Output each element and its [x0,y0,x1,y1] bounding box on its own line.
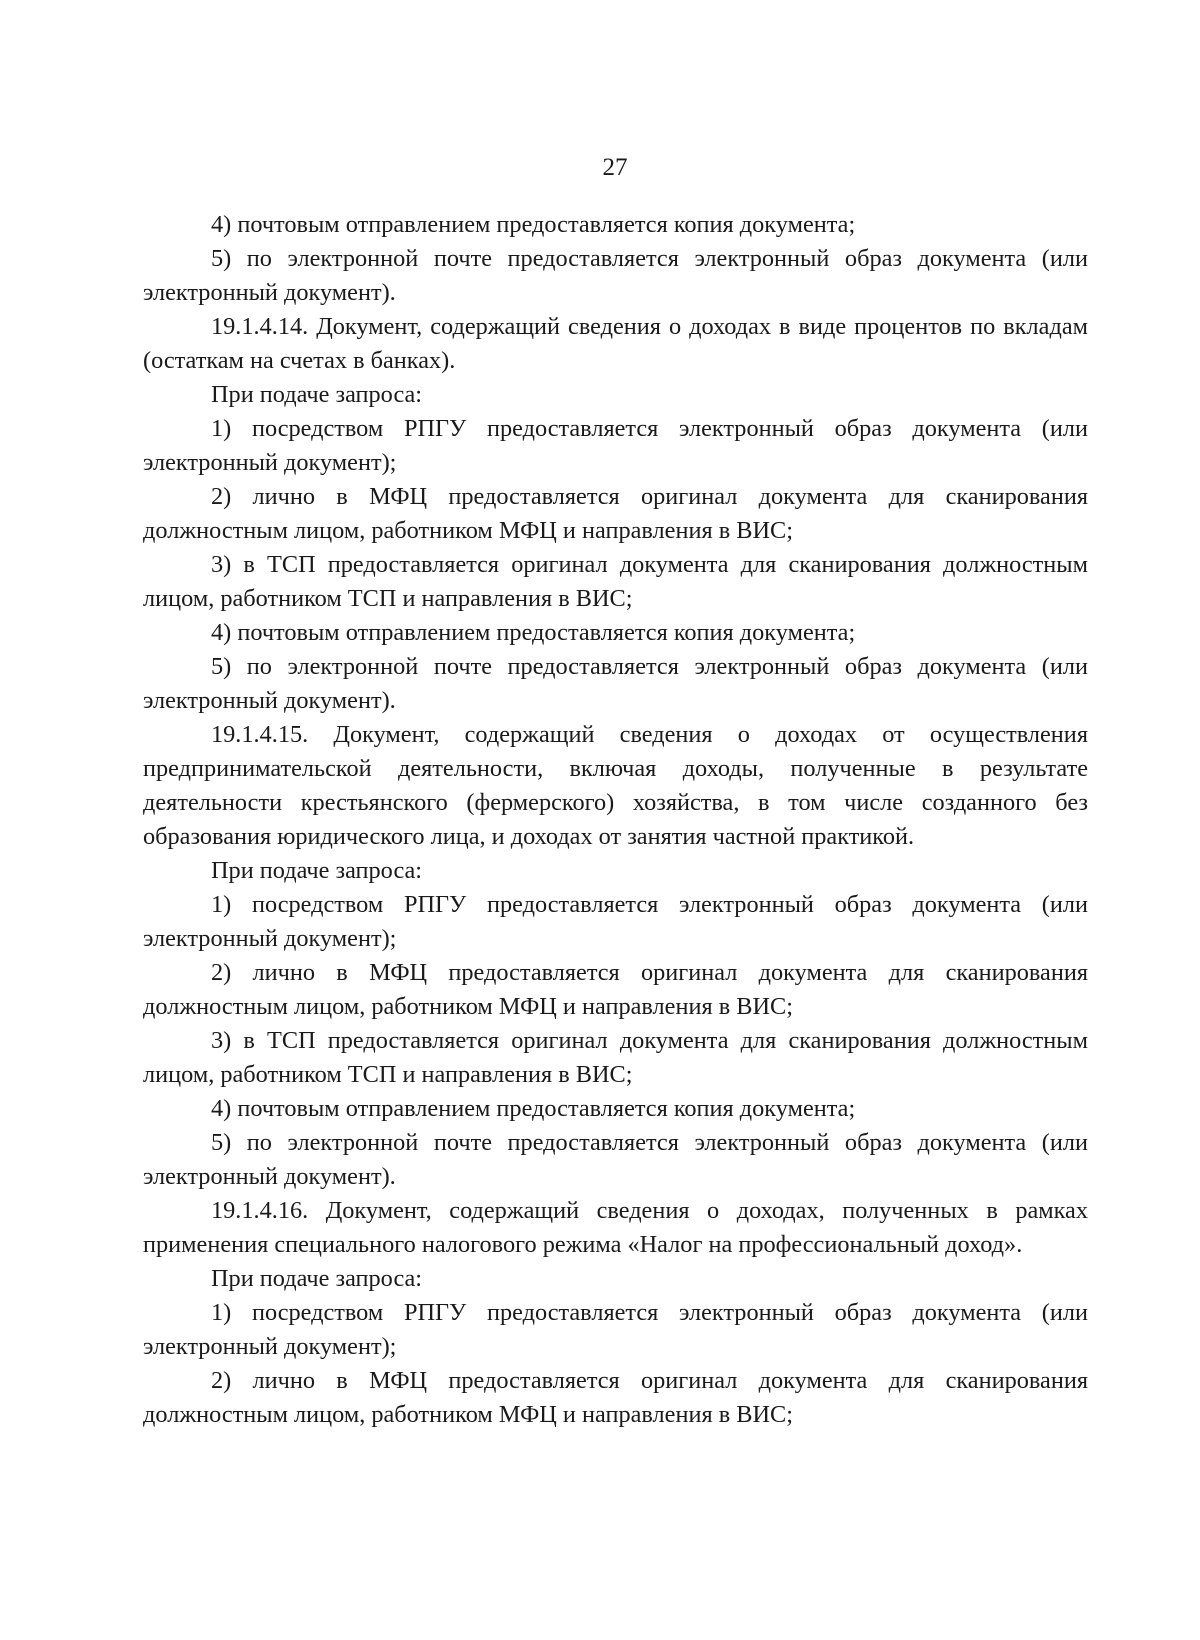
paragraph: При подаче запроса: [211,1265,423,1292]
paragraph: 1) посредством РПГУ предоставляется электронный образ документа (или электронный документ); [143,891,1088,952]
paragraph: 5) по электронной почте предоставляется электронный образ документа (или электронный документ). [143,245,1088,306]
section-paragraph: 19.1.4.16. Документ, содержащий сведения о доходах, полученных в рамках применения специального налогового режима «Налог на профессиональный доход». [143,1197,1088,1258]
page-number: 27 [602,154,628,181]
section-paragraph: 19.1.4.14. Документ, содержащий сведения о доходах в виде процентов по вкладам (остаткам на счетах в банках). [143,313,1088,374]
document-body [143,208,1088,1432]
paragraph: 3) в ТСП предоставляется оригинал документа для сканирования должностным лицом, работником ТСП и направления в ВИС; [143,1027,1088,1088]
paragraph: 2) лично в МФЦ предоставляется оригинал документа для сканирования должностным лицом, работником МФЦ и направления в ВИС; [143,959,1088,1020]
paragraph: 5) по электронной почте предоставляется электронный образ документа (или электронный документ). [143,653,1088,714]
paragraph: 5) по электронной почте предоставляется электронный образ документа (или электронный документ). [143,1129,1088,1190]
paragraph: 3) в ТСП предоставляется оригинал документа для сканирования должностным лицом, работником ТСП и направления в ВИС; [143,551,1088,612]
paragraph: 4) почтовым отправлением предоставляется копия документа; [211,211,856,238]
paragraph: При подаче запроса: [211,381,423,408]
section-paragraph: 19.1.4.15. Документ, содержащий сведения о доходах от осуществления предпринимательской деятельности, включая доходы, полученные в результате деятельности крестьянского (фермерского) хозяйства, в том числе созданного без образования юридического лица, и доходах от занятия частной практикой. [143,721,1088,850]
paragraph: 2) лично в МФЦ предоставляется оригинал документа для сканирования должностным лицом, работником МФЦ и направления в ВИС; [143,1367,1088,1428]
paragraph: 1) посредством РПГУ предоставляется электронный образ документа (или электронный документ); [143,1299,1088,1360]
paragraph: 4) почтовым отправлением предоставляется копия документа; [211,619,856,646]
paragraph: 4) почтовым отправлением предоставляется копия документа; [211,1095,856,1122]
paragraph: 2) лично в МФЦ предоставляется оригинал документа для сканирования должностным лицом, работником МФЦ и направления в ВИС; [143,483,1088,544]
paragraph: При подаче запроса: [211,857,423,884]
paragraph: 1) посредством РПГУ предоставляется электронный образ документа (или электронный документ); [143,415,1088,476]
